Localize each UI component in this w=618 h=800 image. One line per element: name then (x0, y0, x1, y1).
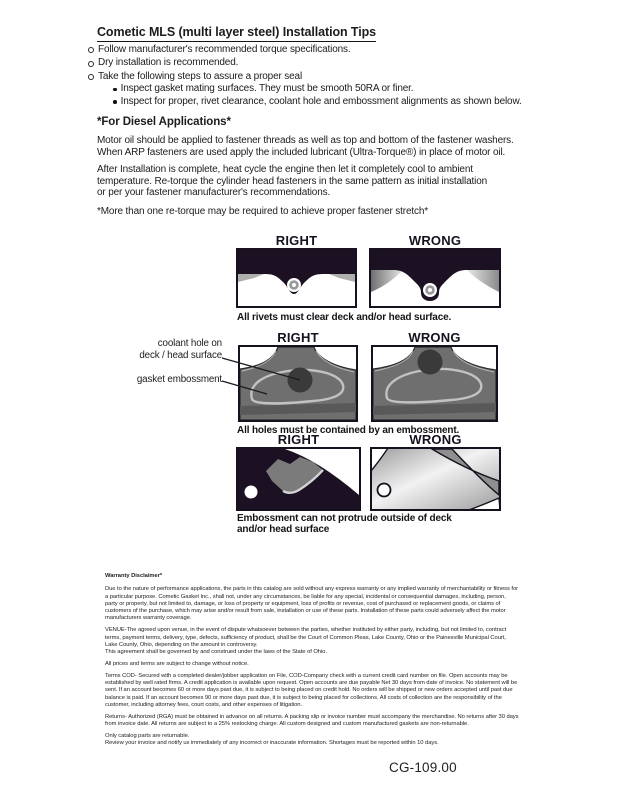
diagram-row1-right-panel (236, 248, 357, 308)
open-bullet-icon (88, 74, 94, 80)
diagram-row3-right-panel (236, 447, 361, 511)
row2-caption: All holes must be contained by an embossment. (237, 425, 460, 436)
retorque-note: *More than one re-torque may be required to achieve proper fastener stretch* (97, 206, 429, 217)
disclaimer-paragraph: VENUE-The agreed upon venue, in the event of dispute whatsoever between the parties, whether instituted by either party, including, but not limited to, contract terms, payment terms, delivery, type, defects, sufficiency of product, shall be the Court of Common Pleas, Lake County, Ohio or the Painesville Municipal Court, Lake County, Ohio, depending on the amount in controversy. (105, 627, 507, 648)
disclaimer-paragraph: Review your invoice and notify us immediately of any incorrect or inaccurate information. Shortages must be reported within 10 days. (105, 740, 439, 747)
label-line: deck / head surface (139, 349, 222, 361)
row1-right-header: RIGHT (275, 233, 318, 248)
list-item-text: Inspect gasket mating surfaces. They must be smooth 50RA or finer. (120, 83, 414, 95)
warranty-disclaimer (105, 573, 519, 752)
diagram-row3-wrong-panel (370, 447, 501, 511)
open-bullet-icon (88, 47, 94, 53)
hole-containment-wrong-illustration (373, 347, 496, 420)
rivet-clearance-wrong-illustration (371, 250, 499, 306)
row3-wrong-header: WRONG (409, 432, 462, 447)
disclaimer-paragraph: Terms COD- Secured with a completed dealer/jobber application on File, COD-Company check with a current credit card number on file. Open accounts may be established by well rated firms. A credit application is available upon request. Open accounts are due payable Net 30 days from date of invoice. No statement will be sent. If an account becomes 60 or more days past due, it is subject to being placed on credit hold. No orders will be shipped or new orders accepted until past due balance is paid. If an account becomes 90 or more days past due, it is subject to being placed for collections. All costs of collection are the responsibility of the customer, including attorney fees, court costs, and other expenses of litigation. (105, 672, 518, 708)
row1-caption: All rivets must clear deck and/or head surface. (237, 312, 452, 323)
label-line: coolant hole on (157, 338, 222, 349)
list-item-text: Dry installation is recommended. (98, 57, 239, 69)
diagram-row2-wrong-panel (371, 345, 498, 422)
gasket-embossment-label: gasket embossment (136, 374, 222, 385)
disclaimer-paragraph: This agreement shall be governed by and construed under the laws of the State of Ohio. (105, 649, 327, 656)
paragraph-line: Motor oil should be applied to fastener threads as well as top and bottom of the fastener washers. (97, 135, 514, 146)
disclaimer-paragraph: Returns- Authorized (RGA) must be obtained in advance on all returns. A packing slip or invoice number must accompany the merchandise. No returns after 30 days from invoice date. All returns are subject to a 25% restocking charge. All custom designed and custom manufactured gaskets are non-returnable. (105, 713, 519, 728)
open-bullet-icon (88, 61, 94, 67)
disclaimer-paragraph: Only catalog parts are returnable. (105, 732, 190, 739)
list-item (88, 43, 522, 56)
diesel-paragraph-1 (97, 135, 514, 158)
filled-bullet-icon (113, 100, 117, 104)
row1-wrong-header: WRONG (408, 233, 462, 248)
row3-right-header: RIGHT (277, 432, 320, 447)
caption-line: Embossment can not protrude outside of deck (237, 513, 452, 524)
list-sub-item (113, 96, 522, 108)
disclaimer-paragraph: Due to the nature of performance applications, the parts in this catalog are sold without any express warranty or any implied warranty of merchantability or fitness for a particular purpose. Cometic Gasket Inc., shall not, under any circumstances, be liable for any special, incidental or consequential damages, including, person, party or property, but not limited to, damage, or loss of property or equipment, loss of profits or revenue, cost of purchased or replacement goods, or claims of customers of the purchase, which may arise and/or result from sale, installation or use of these parts. Installation of these parts could adversely affect the motor manufacturers warranty coverage. (105, 586, 519, 622)
paragraph-line: When ARP fasteners are used apply the included lubricant (Ultra-Torque®) in place of motor oil. (97, 146, 506, 158)
list-item (88, 70, 522, 83)
diesel-paragraph-2 (97, 164, 487, 199)
caption-line: and/or head surface (237, 524, 330, 535)
list-sub-item (113, 83, 522, 95)
catalog-code: CG-109.00 (389, 760, 457, 775)
protrusion-right-illustration (238, 449, 359, 509)
diesel-section-heading: *For Diesel Applications* (97, 116, 231, 128)
paragraph-line: temperature. Re-torque the cylinder head fasteners in the same pattern as initial installation (97, 175, 488, 187)
paragraph-line: or per your fastener manufacturer's recommendations. (97, 187, 331, 199)
list-item-text: Take the following steps to assure a proper seal (98, 70, 303, 82)
rivet-clearance-right-illustration (238, 250, 355, 306)
list-item-text: Follow manufacturer's recommended torque specifications. (98, 44, 351, 55)
list-item-text: Inspect for proper, rivet clearance, coolant hole and embossment alignments as shown below. (120, 95, 522, 107)
row3-caption (237, 513, 452, 535)
page-title: Cometic MLS (multi layer steel) Installation Tips (97, 25, 376, 42)
row2-wrong-header: WRONG (408, 330, 461, 345)
row2-right-header: RIGHT (277, 330, 319, 345)
paragraph-line: After Installation is complete, heat cycle the engine then let it completely cool to ambient (97, 164, 473, 175)
disclaimer-paragraph: All prices and terms are subject to change without notice. (105, 660, 249, 667)
installation-tips-list (88, 43, 522, 108)
disclaimer-heading: Warranty Disclaimer* (105, 573, 163, 579)
label-pointer-lines (210, 350, 322, 400)
coolant-hole-label (100, 338, 222, 361)
list-item (88, 56, 522, 69)
filled-bullet-icon (113, 88, 117, 92)
protrusion-wrong-illustration (372, 449, 499, 509)
diagram-row1-wrong-panel (369, 248, 501, 308)
